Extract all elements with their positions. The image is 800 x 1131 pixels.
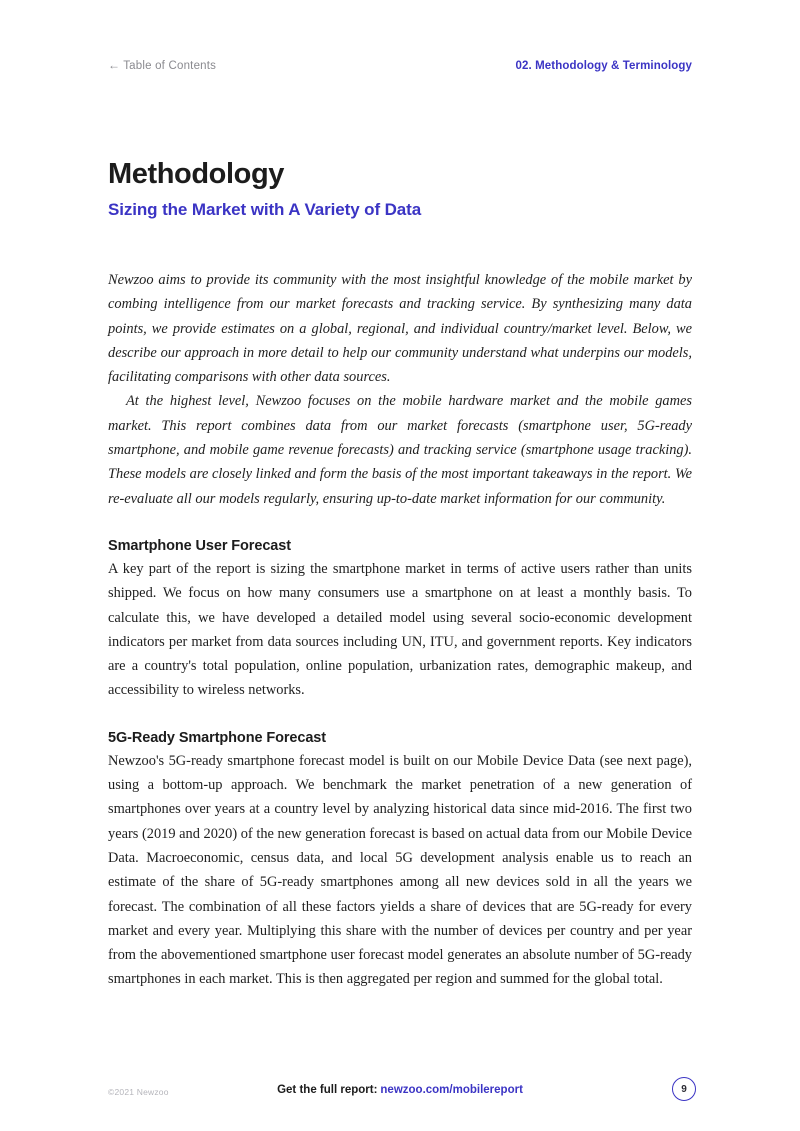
page-header xyxy=(108,58,692,72)
section-text-5g-ready-smartphone-forecast: Newzoo's 5G-ready smartphone forecast model is built on our Mobile Device Data (see next page), using a bottom-up approach. We benchmark the market penetration of a new generation of smartphones over years at a country level by analyzing historical data since mid-2016. The first two years (2019 and 2020) of the new generation forecast is based on actual data from our Mobile Device Data. Macroeconomic, census data, and local 5G development analysis enable us to reach an estimate of the share of 5G-ready smartphones among all new devices sold in all the years we forecast. The combination of all these factors yields a share of devices that are 5G-ready for every market and every year. Multiplying this share with the number of devices per country and per year from the abovementioned smartphone user forecast model generates an absolute number of 5G-ready smartphones in each market. This is then aggregated per region and summed for the global total. xyxy=(108,752,692,988)
full-report-label: Get the full report: xyxy=(277,1084,378,1096)
table-of-contents-label: Table of Contents xyxy=(123,60,217,72)
section-spacer xyxy=(108,703,692,730)
page-number-badge xyxy=(672,1077,696,1101)
report-url-link[interactable]: newzoo.com/mobilereport xyxy=(380,1084,523,1096)
section-spacer xyxy=(108,511,692,538)
section-heading-smartphone-user-forecast: Smartphone User Forecast xyxy=(108,537,291,554)
page-footer xyxy=(108,1077,692,1107)
arrow-left-icon: ← xyxy=(108,58,121,72)
section-text-smartphone-user-forecast: A key part of the report is sizing the smartphone market in terms of active users rather than units shipped. We focus on how many consumers use a smartphone on at least a monthly basis. To calculate this, we have developed a detailed model using several socio-economic development indicators per market from data sources including UN, ITU, and government reports. Key indicators are a country's total population, online population, urbanization rates, demographic makeup, and accessibility to wireless networks. xyxy=(108,560,692,699)
copyright-notice: ©2021 Newzoo xyxy=(108,1087,169,1097)
page-title: Methodology xyxy=(108,158,285,190)
document-body xyxy=(108,268,692,992)
title-block xyxy=(108,158,692,221)
page-subtitle: Sizing the Market with A Variety of Data xyxy=(108,200,422,220)
lead-paragraph-1: Newzoo aims to provide its community with the most insightful knowledge of the mobile market by combing intelligence from our market forecasts and tracking service. By synthesizing many data points, we provide estimates on a global, regional, and individual country/market level. Below, we describe our approach in more detail to help our community understand what underpins our models, facilitating comparisons with other data sources. xyxy=(108,272,692,386)
full-report-cta xyxy=(277,1084,523,1096)
lead-paragraph-2: At the highest level, Newzoo focuses on the mobile hardware market and the mobile games market. This report combines data from our market forecasts (smartphone user, 5G-ready smartphone, and mobile game revenue forecasts) and tracking service (smartphone usage tracking). These models are closely linked and form the basis of the most important takeaways in the report. We re-evaluate all our models regularly, ensuring up-to-date market information for our community. xyxy=(108,393,692,507)
chapter-label: 02. Methodology & Terminology xyxy=(515,60,692,72)
page-number-value: 9 xyxy=(681,1083,687,1095)
section-heading-5g-ready-smartphone-forecast: 5G-Ready Smartphone Forecast xyxy=(108,729,326,746)
table-of-contents-link[interactable] xyxy=(108,58,216,72)
